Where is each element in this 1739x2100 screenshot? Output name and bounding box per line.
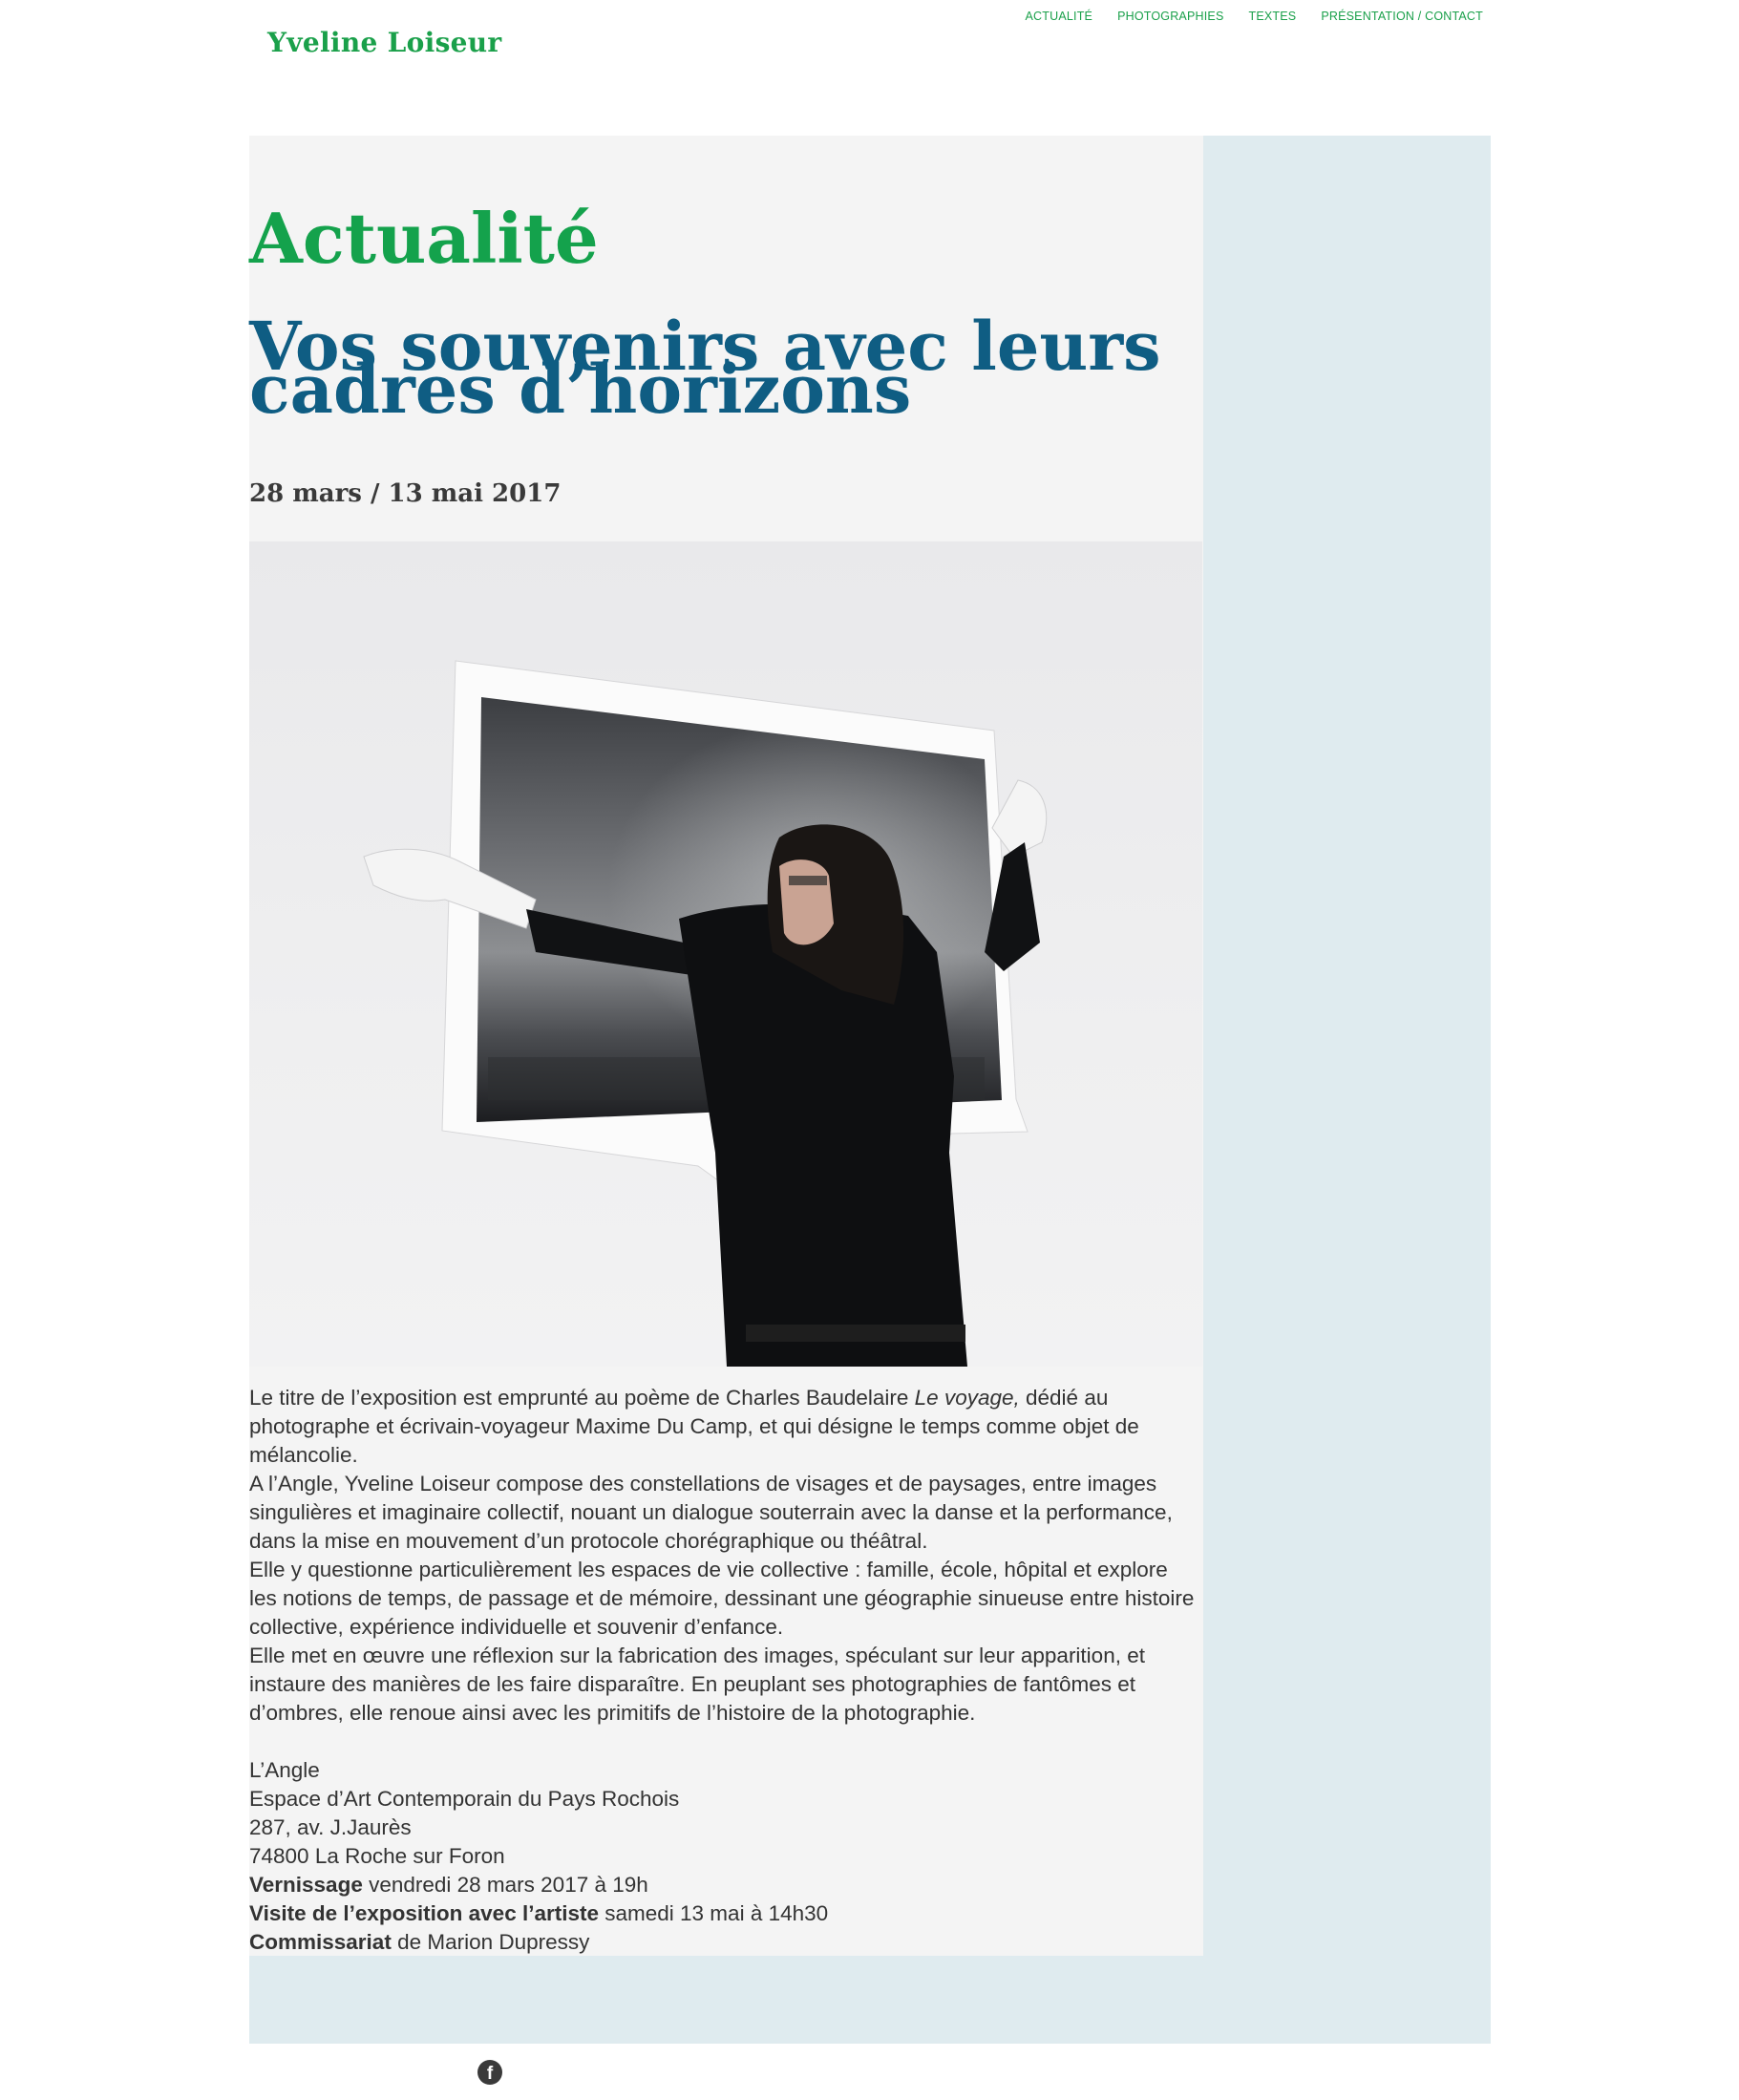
body-paragraph: Le titre de l’exposition est emprunté au poème de Charles Baudelaire Le voyage, dédié au photographe et écrivain-voyageur Maxime Du Camp, et qui désigne le temps comme objet de mélancolie. [249, 1386, 1139, 1467]
event-vernissage: Vernissage vendredi 28 mars 2017 à 19h [249, 1873, 648, 1897]
body-paragraph: Elle y questionne particulièrement les espaces de vie collective : famille, école, hôpital et explore les notions de temps, de passage et de mémoire, dessinant une géographie sinueuse entre histoire collective, expérience individuelle et souvenir d’enfance. [249, 1558, 1195, 1639]
venue-subtitle: Espace d’Art Contemporain du Pays Rochois [249, 1787, 680, 1811]
event-commissariat: Commissariat de Marion Dupressy [249, 1930, 590, 1954]
nav-presentation-contact[interactable]: PRÉSENTATION / CONTACT [1321, 10, 1483, 23]
facebook-icon[interactable]: f [477, 2060, 502, 2085]
spacer [249, 1728, 1195, 1756]
site-title-link[interactable]: Yveline Loiseur [267, 27, 502, 58]
nav-actualite[interactable]: ACTUALITÉ [1025, 10, 1093, 23]
event-visite: Visite de l’exposition avec l’artiste samedi 13 mai à 14h30 [249, 1901, 829, 1925]
exhibition-photo [249, 541, 1202, 1367]
nav-textes[interactable]: TEXTES [1248, 10, 1297, 23]
venue-street: 287, av. J.Jaurès [249, 1815, 412, 1839]
article-title: Vos souvenirs avec leurs cadres d’horizons [249, 307, 1161, 429]
article-body [249, 1384, 1195, 1957]
body-paragraph: Elle met en œuvre une réflexion sur la fabrication des images, spéculant sur leur apparition, et instaure des manières de les faire disparaître. En peuplant ses photographies de fantômes et d’ombres, elle renoue ainsi avec les primitifs de l’histoire de la photographie. [249, 1644, 1145, 1725]
venue-city: 74800 La Roche sur Foron [249, 1844, 505, 1868]
venue-name: L’Angle [249, 1758, 320, 1782]
exhibition-dates: 28 mars / 13 mai 2017 [249, 479, 562, 508]
main-nav [1026, 10, 1484, 23]
body-paragraph: A l’Angle, Yveline Loiseur compose des constellations de visages et de paysages, entre images singulières et imaginaire collectif, nouant un dialogue souterrain avec la danse et la performance, dans la mise en mouvement d’un protocole chorégraphique ou théâtral. [249, 1472, 1173, 1553]
nav-photographies[interactable]: PHOTOGRAPHIES [1117, 10, 1224, 23]
section-title: Actualité [249, 198, 599, 279]
